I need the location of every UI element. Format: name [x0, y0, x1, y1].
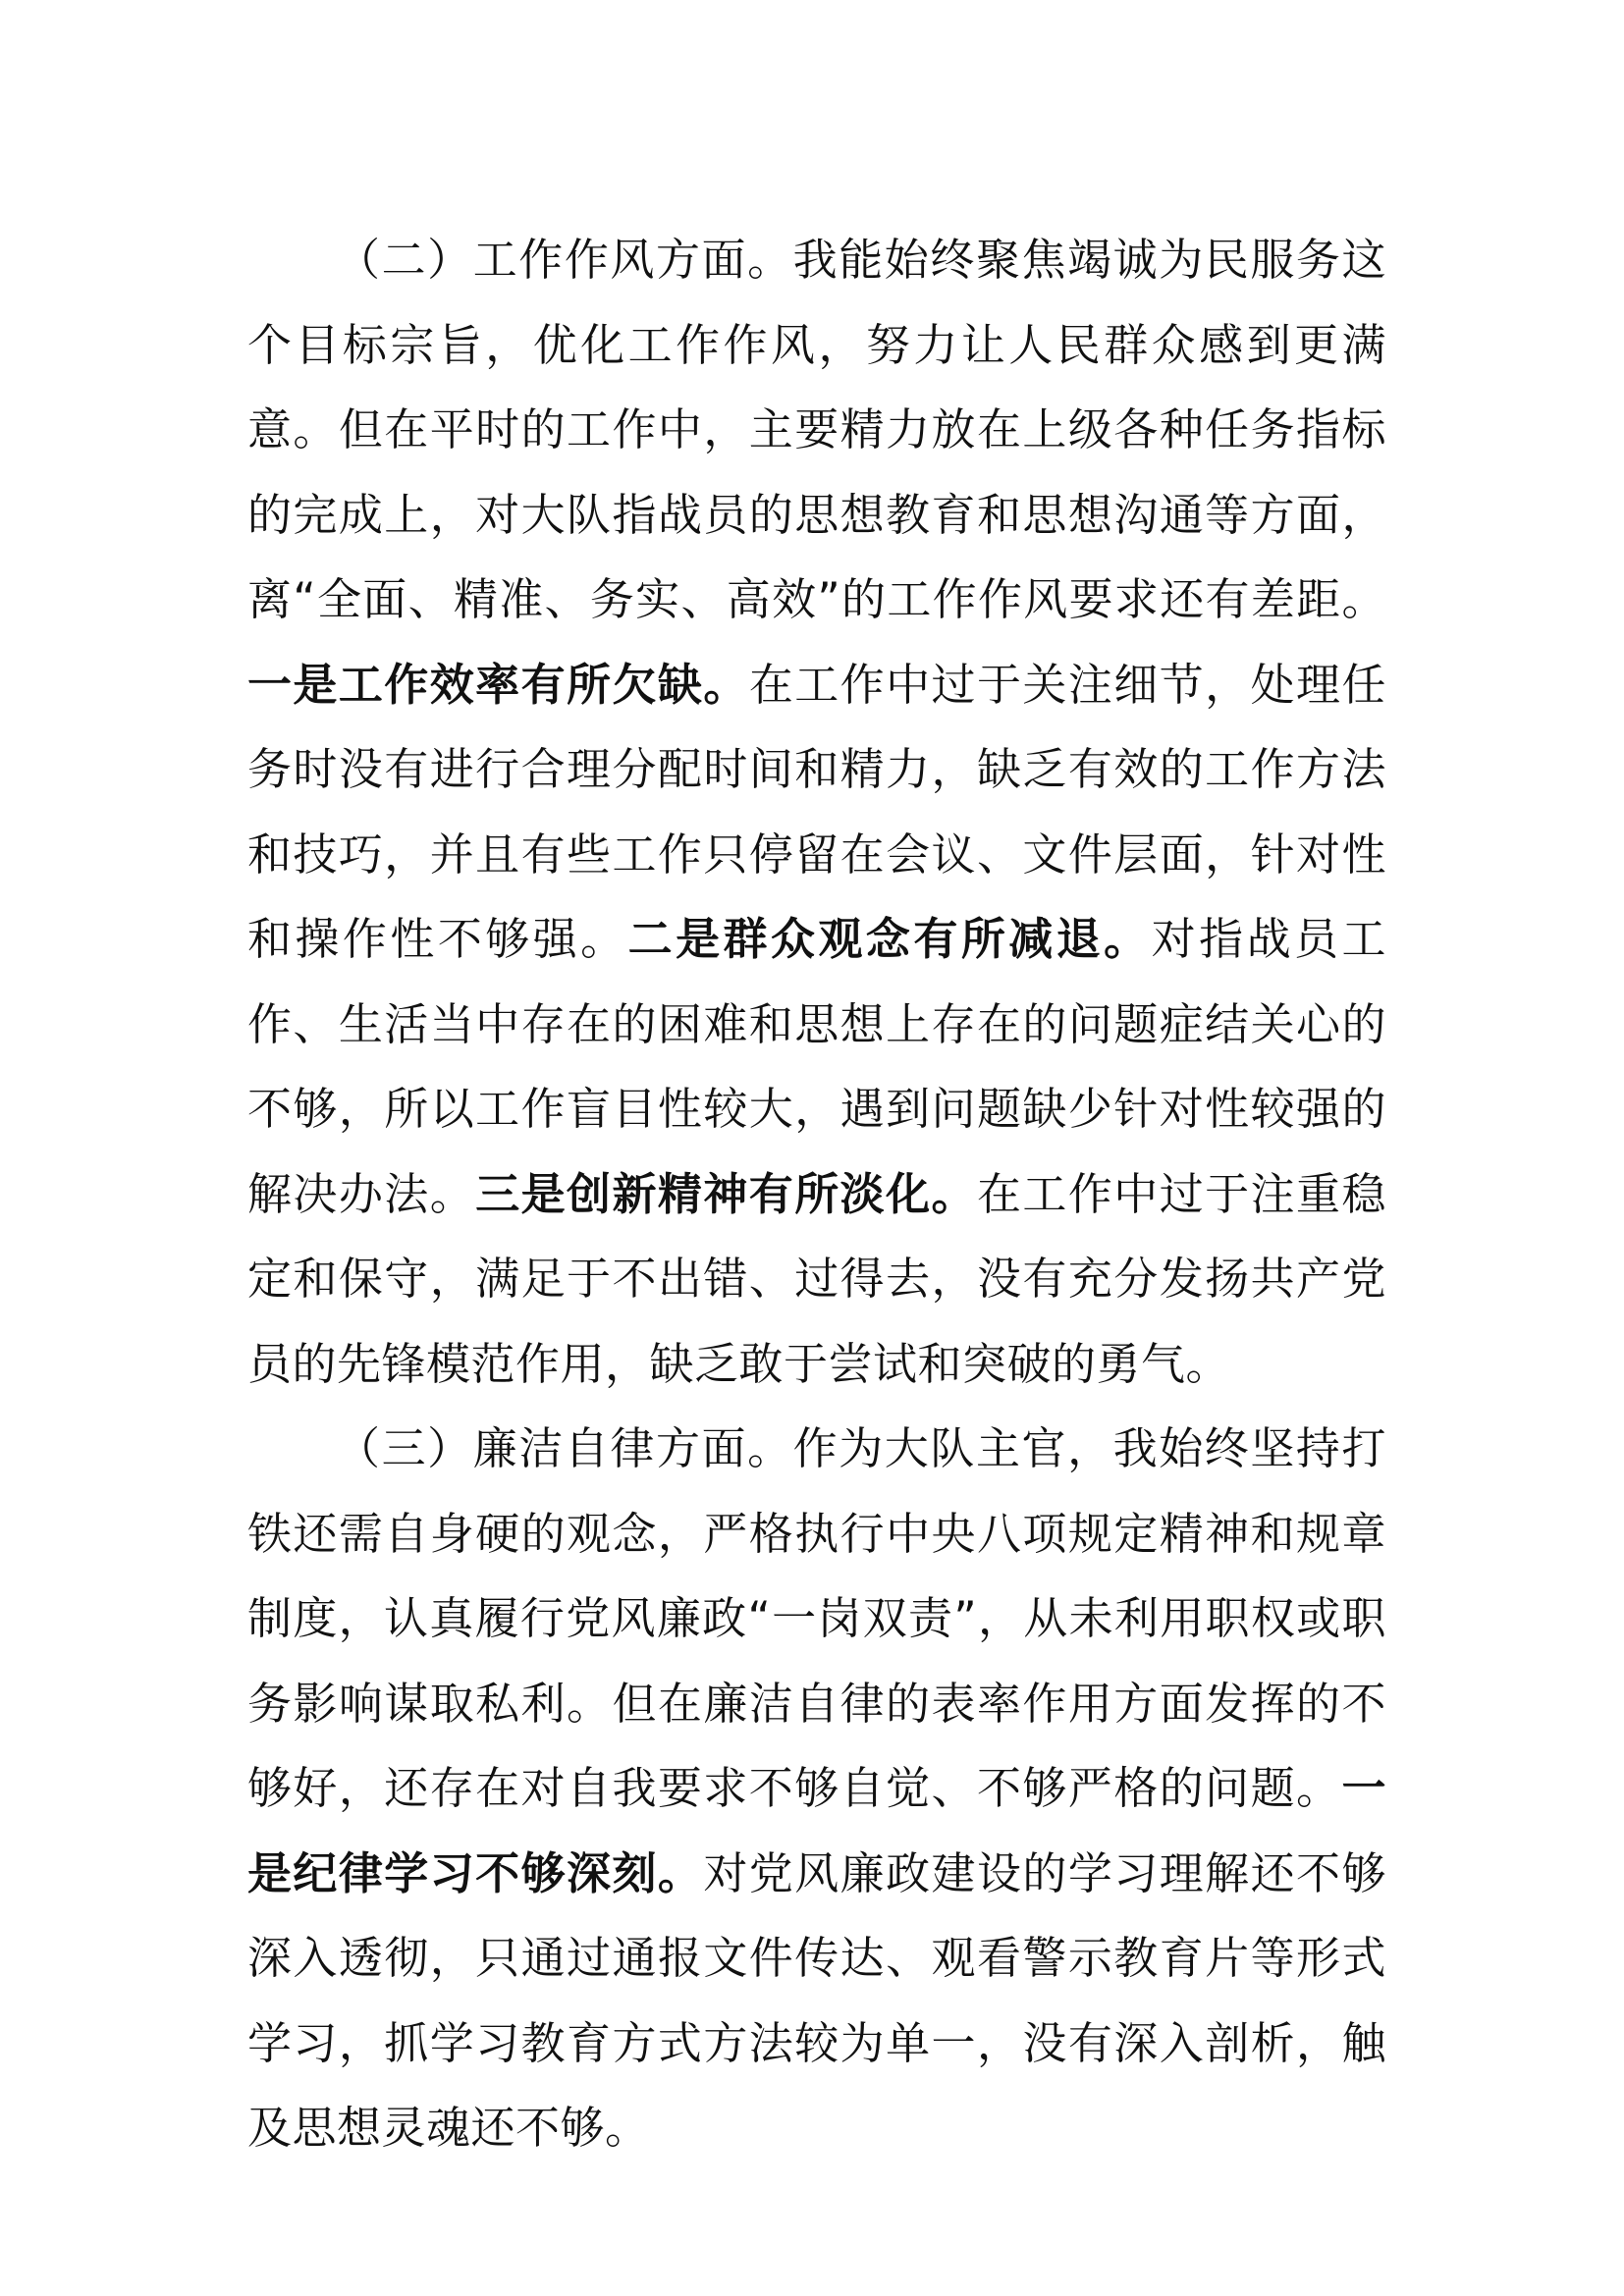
- integrity-point-1-text: 对党风廉政建设的学习理解还不够深入透彻，只通过通报文件传达、观看警示教育片等形式学习，抓学习教育方式方法较为单一，没有深入剖析，触及思想灵魂还不够。: [247, 1846, 1386, 2154]
- section-work-style-paragraph: [247, 218, 1386, 1407]
- work-style-point-2-title: 二是群众观念有所减退。: [627, 913, 1152, 965]
- section-integrity-intro: 作为大队主官，我始终坚持打铁还需自身硬的观念，严格执行中央八项规定精神和规章制度，认真履行党风廉政“一岗双责”，从未利用职权或职务影响谋取私利。但在廉洁自律的表率作用方面发挥的不够好，还存在对自我要求不够自觉、不够严格的问题。: [247, 1422, 1386, 1814]
- work-style-point-1-title: 一是工作效率有所欠缺。: [247, 658, 749, 711]
- work-style-point-3-text: 在工作中过于注重稳定和保守，满足于不出错、过得去，没有充分发扬共产党员的先锋模范作用，缺乏敢于尝试和突破的勇气。: [247, 1167, 1386, 1390]
- section-work-style-heading: （二）工作作风方面。: [336, 234, 793, 286]
- section-integrity-heading: （三）廉洁自律方面。: [336, 1422, 793, 1474]
- integrity-point-1-title: 一是纪律学习不够深刻。: [247, 1762, 1386, 1899]
- work-style-point-1-text: 在工作中过于关注细节，处理任务时没有进行合理分配时间和精力，缺乏有效的工作方法和技巧，并且有些工作只停留在会议、文件层面，针对性和操作性不够强。: [247, 658, 1386, 965]
- section-integrity-paragraph: [247, 1407, 1386, 2171]
- work-style-point-2-text: 对指战员工作、生活当中存在的困难和思想上存在的问题症结关心的不够，所以工作盲目性较大，遇到问题缺少针对性较强的解决办法。: [247, 913, 1386, 1220]
- section-work-style-intro: 我能始终聚焦竭诚为民服务这个目标宗旨，优化工作作风，努力让人民群众感到更满意。但在平时的工作中，主要精力放在上级各种任务指标的完成上，对大队指战员的思想教育和思想沟通等方面，离“全面、精准、务实、高效”的工作作风要求还有差距。: [247, 234, 1386, 625]
- document-page: [247, 218, 1386, 2171]
- work-style-point-3-title: 三是创新精神有所淡化。: [475, 1167, 977, 1220]
